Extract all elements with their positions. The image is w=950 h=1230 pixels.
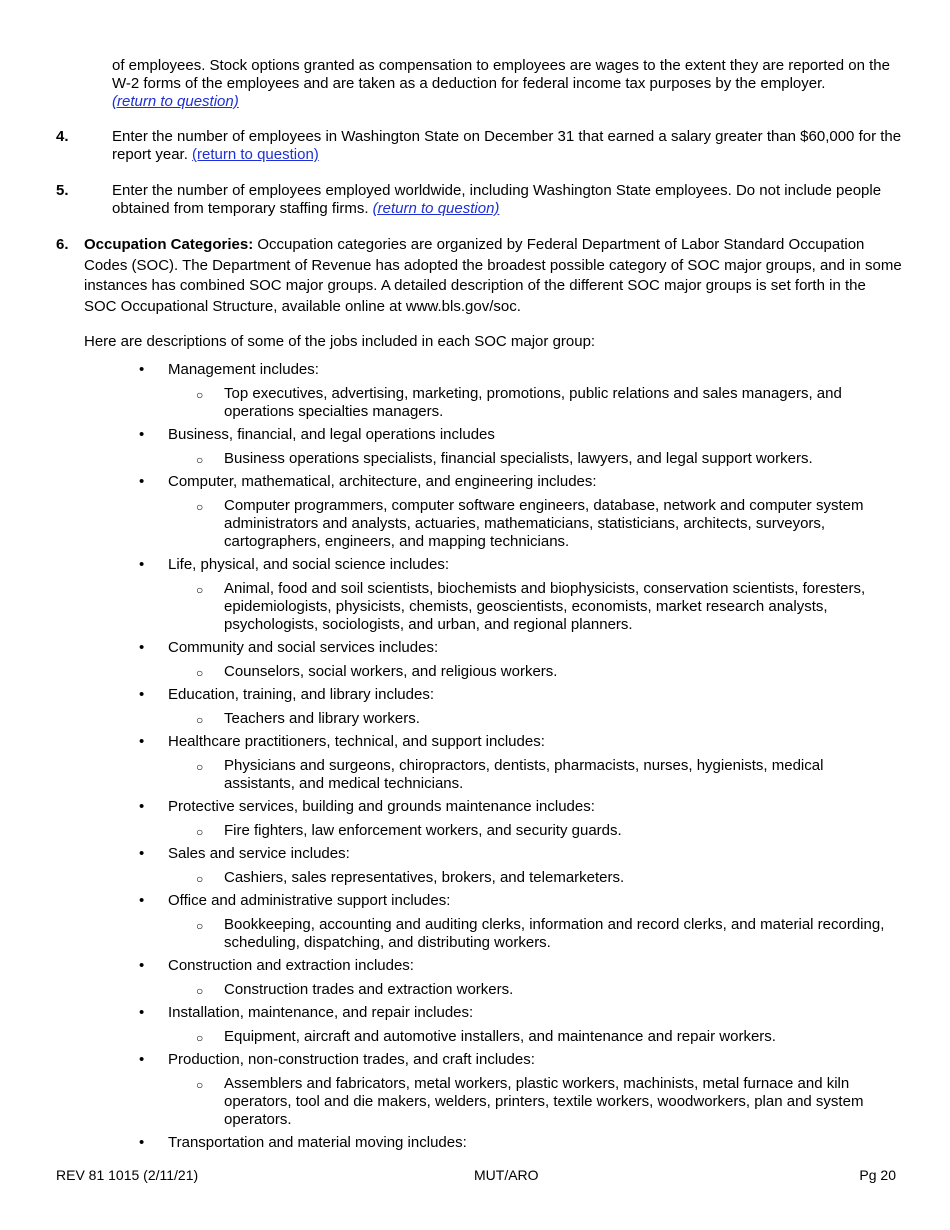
- circle-bullet-icon: ○: [196, 666, 204, 680]
- category-detail: Physicians and surgeons, chiropractors, dentists, pharmacists, nurses, hygienists, medical assistants, and medical technicians.: [224, 757, 824, 792]
- list-item: [0, 686, 950, 728]
- sub-list-item: [0, 916, 950, 952]
- intro-text: Here are descriptions of some of the jobs included in each SOC major group:: [84, 333, 596, 350]
- list-item: [0, 957, 950, 999]
- category-detail: Bookkeeping, accounting and auditing clerks, information and record clerks, and material recording, scheduling, dispatching, and distributing workers.: [224, 916, 885, 951]
- list-item: [0, 1134, 950, 1152]
- circle-bullet-icon: ○: [196, 1031, 204, 1045]
- page-number: Pg 20: [859, 1167, 896, 1183]
- category-label: Protective services, building and grounds maintenance includes:: [168, 798, 595, 815]
- category-label: Healthcare practitioners, technical, and support includes:: [168, 733, 545, 750]
- question-text: Enter the number of employees employed worldwide, including Washington State employees. Do not include people obtained from temporary staffing firms.: [112, 182, 882, 217]
- continuation-text: of employees. Stock options granted as compensation to employees are wages to the extent they are reported on the W-2 forms of the employees and are taken as a deduction for federal income tax purposes by the employer.: [112, 57, 890, 92]
- category-label: Computer, mathematical, architecture, and engineering includes:: [168, 473, 597, 490]
- bullet-icon: •: [139, 1051, 145, 1068]
- sub-list-item: [0, 450, 950, 468]
- return-to-question-link[interactable]: (return to question): [192, 146, 319, 163]
- return-to-question-link[interactable]: (return to question): [372, 200, 500, 217]
- bullet-icon: •: [139, 1134, 145, 1151]
- sub-list-item: [0, 710, 950, 728]
- question-number: 6.: [56, 236, 69, 253]
- footer-center: MUT/ARO: [474, 1167, 539, 1183]
- sub-list-item: [0, 497, 950, 551]
- question-text-block: [112, 182, 902, 218]
- category-label: Education, training, and library includes:: [168, 686, 434, 703]
- bullet-icon: •: [139, 798, 145, 815]
- sub-list-item: [0, 822, 950, 840]
- bullet-icon: •: [139, 556, 145, 573]
- list-item: [0, 798, 950, 840]
- category-label: Business, financial, and legal operations includes: [168, 426, 495, 443]
- category-label: Installation, maintenance, and repair includes:: [168, 1004, 474, 1021]
- list-item: [0, 426, 950, 468]
- list-item: [0, 361, 950, 421]
- bullet-icon: •: [139, 426, 145, 443]
- circle-bullet-icon: ○: [196, 583, 204, 597]
- category-label: Life, physical, and social science includes:: [168, 556, 449, 573]
- bullet-icon: •: [139, 733, 145, 750]
- category-detail: Business operations specialists, financial specialists, lawyers, and legal support workers.: [224, 450, 813, 467]
- sub-list-item: [0, 981, 950, 999]
- question-number: 5.: [56, 182, 69, 199]
- category-detail: Computer programmers, computer software engineers, database, network and computer system administrators and analysts, actuaries, mathematicians, statisticians, architects, surveyors, cartographers, engineers, and mapping technicians.: [224, 497, 864, 550]
- category-label: Transportation and material moving includes:: [168, 1134, 467, 1151]
- category-label: Construction and extraction includes:: [168, 957, 414, 974]
- sub-list-item: [0, 385, 950, 421]
- circle-bullet-icon: ○: [196, 388, 204, 402]
- bullet-icon: •: [139, 892, 145, 909]
- category-detail: Cashiers, sales representatives, brokers, and telemarketers.: [224, 869, 625, 886]
- list-item: [0, 1004, 950, 1046]
- sub-list-item: [0, 663, 950, 681]
- list-item: [0, 556, 950, 634]
- category-detail: Construction trades and extraction workers.: [224, 981, 514, 998]
- bullet-icon: •: [139, 473, 145, 490]
- bullet-icon: •: [139, 1004, 145, 1021]
- category-label: Management includes:: [168, 361, 319, 378]
- soc-group-list: [0, 361, 950, 1157]
- bullet-icon: •: [139, 686, 145, 703]
- category-detail: Animal, food and soil scientists, biochemists and biophysicists, conservation scientists, foresters, epidemiologists, physicists, chemists, geoscientists, economists, market research analysts, psychologists, sociologists, and urban, and regional planners.: [224, 580, 866, 633]
- circle-bullet-icon: ○: [196, 984, 204, 998]
- question-text: Enter the number of employees in Washington State on December 31 that earned a salary greater than $60,000 for the report year.: [112, 128, 902, 163]
- circle-bullet-icon: ○: [196, 760, 204, 774]
- circle-bullet-icon: ○: [196, 825, 204, 839]
- list-item: [0, 892, 950, 952]
- list-item: [0, 473, 950, 551]
- question-number: 4.: [56, 128, 69, 145]
- circle-bullet-icon: ○: [196, 453, 204, 467]
- circle-bullet-icon: ○: [196, 919, 204, 933]
- bullet-icon: •: [139, 361, 145, 378]
- category-detail: Equipment, aircraft and automotive installers, and maintenance and repair workers.: [224, 1028, 776, 1045]
- section-heading: Occupation Categories:: [84, 236, 254, 253]
- sub-list-item: [0, 1075, 950, 1129]
- page-footer: [56, 1166, 896, 1184]
- circle-bullet-icon: ○: [196, 872, 204, 886]
- category-label: Production, non-construction trades, and craft includes:: [168, 1051, 535, 1068]
- section-text: Occupation categories are organized by Federal Department of Labor Standard Occupation Codes (SOC). The Department of Revenue has adopted the broadest possible category of SOC major groups, and in some instances has combined SOC major groups. A detailed description of the different SOC major groups is set forth in the SOC Occupational Structure, available online at www.bls.gov/soc.: [84, 236, 902, 315]
- bullet-icon: •: [139, 957, 145, 974]
- sub-list-item: [0, 580, 950, 634]
- sub-list-item: [0, 869, 950, 887]
- category-label: Community and social services includes:: [168, 639, 439, 656]
- bullet-icon: •: [139, 845, 145, 862]
- question-text-block: [112, 128, 902, 164]
- bullet-icon: •: [139, 639, 145, 656]
- list-item: [0, 639, 950, 681]
- list-item: [0, 1051, 950, 1129]
- category-label: Office and administrative support includes:: [168, 892, 451, 909]
- category-detail: Top executives, advertising, marketing, promotions, public relations and sales managers, and operations specialties managers.: [224, 385, 842, 420]
- occupation-categories-paragraph: [84, 235, 902, 317]
- category-detail: Assemblers and fabricators, metal workers, plastic workers, machinists, metal furnace and kiln operators, tool and die makers, welders, printers, textile workers, woodworkers, plan and system operators.: [224, 1075, 864, 1128]
- list-item: [0, 733, 950, 793]
- category-label: Sales and service includes:: [168, 845, 350, 862]
- category-detail: Counselors, social workers, and religious workers.: [224, 663, 558, 680]
- continuation-paragraph: [112, 57, 902, 111]
- category-detail: Fire fighters, law enforcement workers, and security guards.: [224, 822, 622, 839]
- sub-list-item: [0, 757, 950, 793]
- form-number: REV 81 1015 (2/11/21): [56, 1167, 199, 1183]
- circle-bullet-icon: ○: [196, 713, 204, 727]
- circle-bullet-icon: ○: [196, 500, 204, 514]
- return-to-question-link[interactable]: (return to question): [112, 93, 239, 110]
- category-detail: Teachers and library workers.: [224, 710, 420, 727]
- sub-list-item: [0, 1028, 950, 1046]
- list-item: [0, 845, 950, 887]
- circle-bullet-icon: ○: [196, 1078, 204, 1092]
